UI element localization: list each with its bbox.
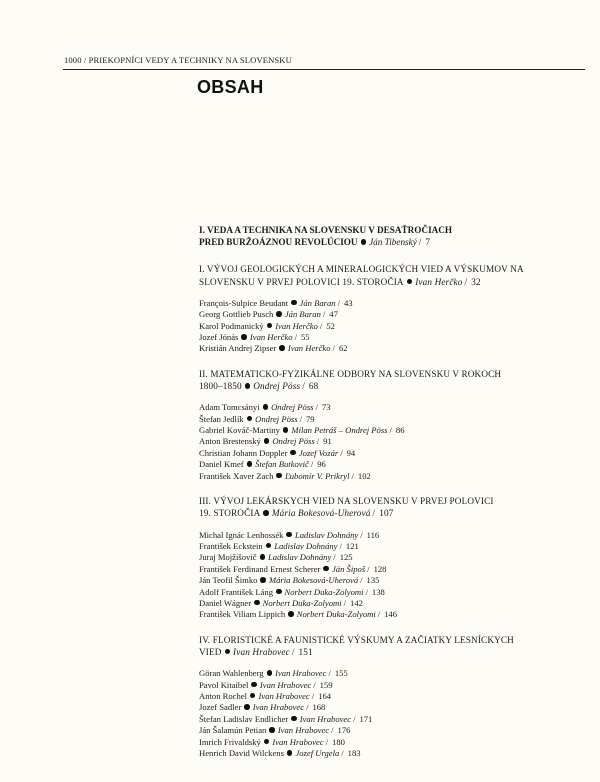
entry-author: Ladislav Dohnány: [274, 540, 338, 551]
entry-author: Ondrej Pöss: [271, 402, 314, 413]
entry-page: 159: [319, 679, 333, 690]
toc-entry: Henrich David Wilckens Jozef Urgela / 183: [199, 748, 361, 758]
entry-author: Ivan Hrabovec: [272, 736, 324, 747]
bullet-icon: [247, 461, 253, 467]
entry-page: 102: [357, 470, 371, 481]
entry-name: Georg Gottlieb Pusch: [199, 309, 274, 320]
entry-page: 164: [318, 690, 332, 701]
toc-entry: Georg Gottlieb Pusch Ján Baran / 47: [199, 309, 338, 320]
bullet-icon: [286, 532, 292, 538]
chapter-title: II. MATEMATICKO-FYZIKÁLNE ODBORY NA SLOVENSKU V ROKOCH 1800–1850 Ondrej Pöss / 68: [199, 368, 591, 392]
entry-name: Jozef Jónás: [199, 332, 239, 343]
entry-page: 91: [323, 436, 332, 447]
entry-name: Ján Šalamún Petian: [199, 725, 267, 736]
bullet-icon: [291, 716, 297, 722]
entry-author: Ivan Herčko: [287, 343, 331, 354]
chapter-page: 68: [308, 381, 319, 392]
entry-author: Milan Petráš – Ondrej Pöss: [291, 425, 388, 436]
header-rule: [63, 69, 585, 70]
entry-name: Kristián Andrej Zipser: [199, 343, 277, 354]
entry-page: 128: [373, 563, 387, 574]
chapter-page: 151: [298, 646, 313, 657]
bullet-icon: [287, 750, 293, 756]
chapter-title-line2: 19. STOROČIA: [199, 508, 261, 519]
entry-list: [199, 668, 591, 759]
entry-name: Daniel Wágner: [199, 597, 252, 608]
entry-name: Juraj Mojžišovič: [199, 552, 257, 563]
page-title: OBSAH: [197, 77, 264, 97]
bullet-icon: [267, 670, 273, 676]
entry-name: François-Sulpice Beudant: [199, 297, 289, 308]
bullet-icon: [276, 311, 282, 317]
entry-name: Michal Ignác Lenhossék: [199, 529, 284, 540]
entry-name: František Viliam Lippich: [199, 609, 286, 620]
toc-entry: Anton Rochel Ivan Hrabovec / 164: [199, 690, 332, 701]
entry-page: 135: [366, 575, 380, 586]
entry-name: Jozef Sadler: [199, 702, 242, 713]
bullet-icon: [225, 649, 231, 655]
bullet-icon: [241, 334, 247, 340]
chapter-title: III. VÝVOJ LEKÁRSKYCH VIED NA SLOVENSKU V PRVEJ POLOVICI 19. STOROČIA Mária Bokesová-Uherová / 107: [199, 495, 591, 519]
chapter-title-line2: SLOVENSKU V PRVEJ POLOVICI 19. STOROČIA: [199, 276, 404, 287]
entry-author: Ivan Hrabovec: [275, 668, 327, 679]
chapter-title-line2: VIED: [199, 646, 222, 657]
entry-author: Ľubomír V. Prikryl: [284, 470, 350, 481]
entry-page: 155: [334, 668, 348, 679]
chapter-title-line2: 1800–1850: [199, 381, 242, 392]
toc-entry: Štefan Ladislav Endlicher Ivan Hrabovec / 171: [199, 713, 373, 724]
entry-author: Ivan Hrabovec: [277, 725, 330, 736]
bullet-icon: [323, 566, 329, 572]
chapter-section: [199, 634, 591, 760]
bullet-icon: [251, 682, 257, 688]
toc-entry: Štefan Jedlík Ondrej Pöss / 79: [199, 413, 315, 424]
toc-entry: Karol Podmanický Ivan Herčko / 52: [199, 320, 335, 331]
toc-entry: František Xaver Zach Ľubomír V. Prikryl / 102: [199, 470, 371, 481]
entry-author: Ján Baran: [299, 297, 336, 308]
bullet-icon: [276, 589, 282, 595]
toc-entry: Pavol Kitaibel Ivan Hrabovec / 159: [199, 679, 333, 690]
entry-name: Anton Rochel: [199, 690, 247, 701]
entry-page: 96: [317, 459, 326, 470]
toc-entry: Daniel Wágner Norbert Duka-Zolyomi / 142: [199, 597, 363, 608]
entry-list: [199, 402, 591, 482]
entry-page: 142: [350, 597, 363, 608]
entry-name: Karol Podmanický: [199, 320, 264, 331]
toc-entry: Imrich Frivaldský Ivan Hrabovec / 180: [199, 736, 345, 747]
entry-name: Daniel Kmef: [199, 459, 244, 470]
entry-page: 43: [343, 297, 353, 308]
toc-entry: Anton Brestenský Ondrej Pöss / 91: [199, 436, 332, 447]
bullet-icon: [250, 693, 256, 699]
chapter-section: [199, 368, 591, 482]
entry-author: Norbert Duka-Zolyomi: [296, 609, 376, 620]
entry-name: Imrich Frivaldský: [199, 736, 261, 747]
entry-name: Anton Brestenský: [199, 436, 261, 447]
entry-author: Jozef Urgela: [295, 748, 340, 758]
entry-list: [199, 298, 591, 355]
entry-name: Štefan Ladislav Endlicher: [199, 713, 289, 724]
bullet-icon: [291, 300, 297, 306]
bullet-icon: [263, 404, 269, 410]
entry-page: 138: [371, 586, 385, 597]
bullet-icon: [276, 473, 282, 479]
entry-author: Ivan Herčko: [249, 332, 293, 343]
chapter-page: 32: [471, 276, 481, 287]
entry-page: 146: [384, 609, 398, 620]
chapter-author: Ivan Herčko: [415, 276, 463, 287]
toc-entry: Michal Ignác Lenhossék Ladislav Dohnány / 116: [199, 529, 380, 540]
entry-name: Henrich David Wilckens: [199, 748, 284, 758]
chapter-title-line1: IV. FLORISTICKÉ A FAUNISTICKÉ VÝSKUMY A ZAČIATKY LESNÍCKYCH: [199, 634, 514, 645]
entry-author: Štefan Butkovič: [255, 459, 309, 470]
bullet-icon: [244, 704, 250, 710]
toc-entry: Juraj Mojžišovič Ladislav Dohnány / 125: [199, 552, 353, 563]
entry-page: 94: [346, 447, 356, 458]
bullet-icon: [260, 577, 266, 583]
chapter-author: Ondrej Pöss: [253, 381, 301, 392]
toc-entry: François-Sulpice Beudant Ján Baran / 43: [199, 297, 353, 308]
entry-name: František Eckstein: [199, 540, 263, 551]
entry-author: Ondrej Pöss: [255, 413, 298, 424]
bullet-icon: [269, 727, 275, 733]
bullet-icon: [267, 323, 273, 329]
entry-author: Norbert Duka-Zolyomi: [262, 597, 342, 608]
bullet-icon: [288, 611, 294, 617]
chapter-section: [199, 495, 591, 621]
part-title-line1: I. VEDA A TECHNIKA NA SLOVENSKU V DESAŤROČIACH: [199, 225, 453, 235]
running-head: 1000 / PRIEKOPNÍCI VEDY A TECHNIKY NA SLOVENSKU: [64, 55, 292, 65]
entry-page: 73: [321, 402, 331, 413]
entry-author: Mária Bokesová-Uherová: [268, 575, 359, 586]
entry-page: 125: [339, 552, 353, 563]
bullet-icon: [264, 438, 270, 444]
entry-name: Gabriel Kováč-Martiny: [199, 425, 280, 436]
toc-entry: Ján Teofil Šimko Mária Bokesová-Uherová / 135: [199, 575, 380, 586]
entry-page: 86: [395, 425, 405, 436]
entry-author: Ján Baran: [284, 309, 321, 320]
bullet-icon: [290, 450, 296, 456]
entry-list: [199, 530, 591, 621]
entry-page: 121: [345, 540, 359, 551]
bullet-icon: [283, 427, 289, 433]
bullet-icon: [247, 416, 253, 422]
entry-name: František Ferdinand Ernest Scherer: [199, 563, 321, 574]
entry-name: Štefan Jedlík: [199, 413, 244, 424]
entry-name: Adam Tomcsányi: [199, 402, 260, 413]
table-of-contents: [199, 224, 591, 772]
bullet-icon: [254, 600, 260, 606]
chapter-author: Ivan Hrabovec: [233, 646, 290, 657]
part-heading: I. VEDA A TECHNIKA NA SLOVENSKU V DESAŤROČIACH PRED BURŽOÁZNOU REVOLÚCIOU Ján Tibenský / 7: [199, 224, 591, 248]
chapters-container: [199, 263, 591, 759]
chapter-section: [199, 263, 591, 354]
chapter-title: I. VÝVOJ GEOLOGICKÝCH A MINERALOGICKÝCH VIED A VÝSKUMOV NA SLOVENSKU V PRVEJ POLOVICI 19. STOROČIA Ivan Herčko / 32: [199, 263, 591, 287]
toc-entry: Christian Johann Doppler Jozef Vozár / 94: [199, 447, 356, 458]
toc-entry: Gabriel Kováč-Martiny Milan Petráš – Ondrej Pöss / 86: [199, 425, 405, 436]
chapter-title-line1: II. MATEMATICKO-FYZIKÁLNE ODBORY NA SLOVENSKU V ROKOCH: [199, 368, 502, 379]
entry-name: Göran Wahlenberg: [199, 668, 264, 679]
entry-name: Christian Johann Doppler: [199, 447, 288, 458]
entry-author: Ladislav Dohnány: [268, 552, 332, 563]
entry-author: Ivan Herčko: [275, 320, 318, 331]
entry-name: František Xaver Zach: [199, 470, 274, 481]
entry-page: 116: [366, 529, 380, 540]
chapter-title-line1: I. VÝVOJ GEOLOGICKÝCH A MINERALOGICKÝCH VIED A VÝSKUMOV NA: [199, 264, 524, 275]
entry-author: Ivan Hrabovec: [252, 702, 305, 713]
entry-name: Pavol Kitaibel: [199, 679, 249, 690]
toc-entry: Daniel Kmef Štefan Butkovič / 96: [199, 459, 326, 470]
entry-author: Norbert Duka-Zolyomi: [284, 586, 364, 597]
entry-page: 176: [337, 725, 351, 736]
toc-entry: František Eckstein Ladislav Dohnány / 121: [199, 540, 359, 551]
toc-entry: František Ferdinand Ernest Scherer Ján Šipoš / 128: [199, 563, 387, 574]
part-title-line2: PRED BURŽOÁZNOU REVOLÚCIOU: [199, 237, 358, 248]
bullet-icon: [263, 510, 269, 516]
entry-page: 52: [326, 320, 335, 331]
toc-entry: Adolf František Láng Norbert Duka-Zolyomi / 138: [199, 586, 385, 597]
toc-entry: František Viliam Lippich Norbert Duka-Zolyomi / 146: [199, 609, 398, 620]
chapter-page: 107: [379, 508, 394, 519]
bullet-icon: [361, 239, 367, 245]
entry-author: Ivan Hrabovec: [258, 690, 310, 701]
bullet-icon: [260, 554, 266, 560]
toc-entry: Jozef Jónás Ivan Herčko / 55: [199, 332, 310, 343]
entry-page: 79: [305, 413, 315, 424]
entry-page: 183: [347, 748, 361, 758]
chapter-title-line1: III. VÝVOJ LEKÁRSKYCH VIED NA SLOVENSKU V PRVEJ POLOVICI: [199, 496, 494, 507]
entry-page: 171: [359, 713, 373, 724]
entry-author: Ivan Hrabovec: [259, 679, 312, 690]
bullet-icon: [266, 543, 272, 549]
toc-entry: Adam Tomcsányi Ondrej Pöss / 73: [199, 402, 331, 413]
toc-entry: Kristián Andrej Zipser Ivan Herčko / 62: [199, 343, 348, 354]
entry-author: Ondrej Pöss: [272, 436, 315, 447]
entry-page: 62: [338, 343, 348, 354]
bullet-icon: [407, 279, 413, 285]
toc-entry: Jozef Sadler Ivan Hrabovec / 168: [199, 702, 326, 713]
part-author: Ján Tibenský: [369, 237, 417, 248]
toc-entry: Göran Wahlenberg Ivan Hrabovec / 155: [199, 668, 348, 679]
part-page: 7: [425, 237, 430, 248]
entry-page: 180: [332, 736, 345, 747]
entry-page: 168: [312, 702, 326, 713]
entry-page: 47: [329, 309, 338, 320]
entry-author: Ivan Hrabovec: [299, 713, 352, 724]
bullet-icon: [264, 739, 270, 745]
chapter-author: Mária Bokesová-Uherová: [271, 508, 371, 519]
entry-page: 55: [301, 332, 310, 343]
bullet-icon: [245, 383, 251, 389]
entry-author: Jozef Vozár: [298, 447, 339, 458]
chapter-title: IV. FLORISTICKÉ A FAUNISTICKÉ VÝSKUMY A ZAČIATKY LESNÍCKYCH VIED Ivan Hrabovec / 151: [199, 634, 591, 658]
toc-entry: Ján Šalamún Petian Ivan Hrabovec / 176: [199, 725, 351, 736]
entry-name: Ján Teofil Šimko: [199, 575, 258, 586]
bullet-icon: [279, 345, 285, 351]
entry-author: Ladislav Dohnány: [294, 529, 359, 540]
entry-author: Ján Šipoš: [331, 563, 366, 574]
entry-name: Adolf František Láng: [199, 586, 273, 597]
